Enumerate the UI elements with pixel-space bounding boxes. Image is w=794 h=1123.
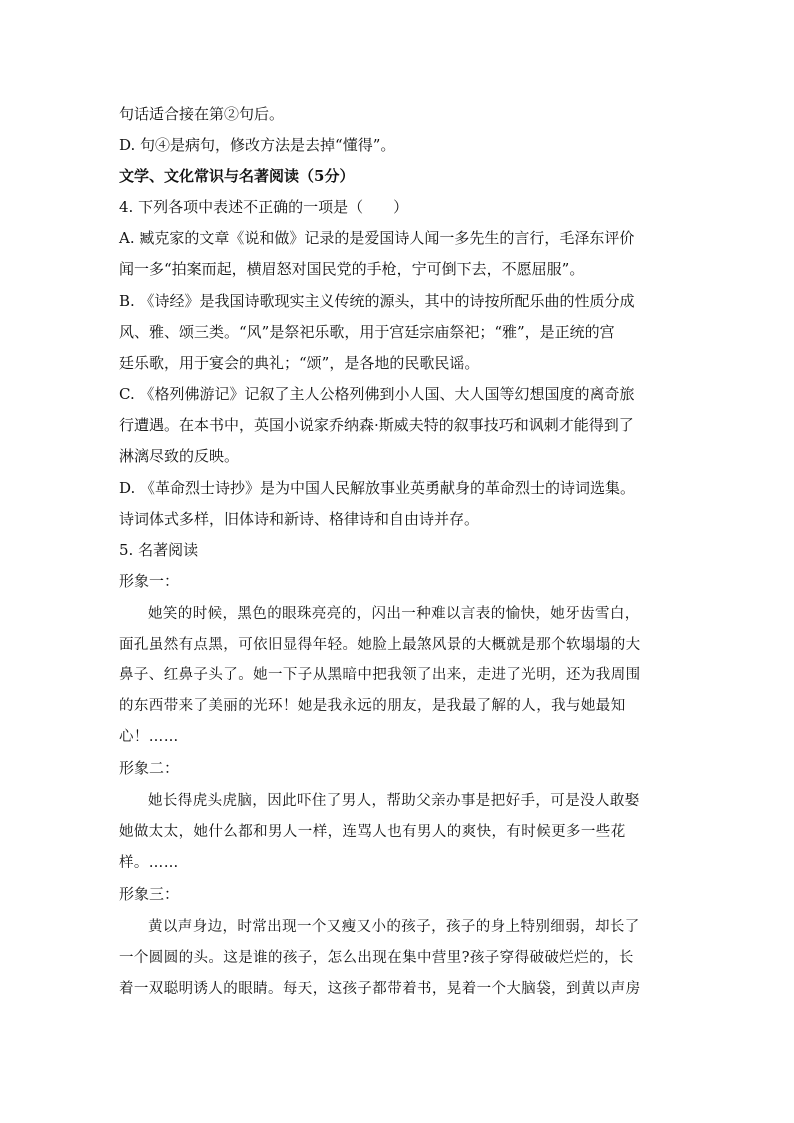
passage-2-line-2: 她做太太，她什么都和男人一样，连骂人也有男人的爽快，有时候更多一些花 [119,824,626,840]
image-two-label: 形象二： [119,759,180,777]
option-c-line-1: C. 《格列佛游记》记叙了主人公格列佛到小人国、大人国等幻想国度的离奇旅 [119,385,635,403]
text-line-continuation: 句话适合接在第②句后。 [119,105,285,123]
option-d-line-1: D. 《革命烈士诗抄》是为中国人民解放事业英勇献身的革命烈士的诗词选集。 [119,479,636,497]
passage-1-line-3: 鼻子、红鼻子头了。她一下子从黑暗中把我领了出来，走进了光明，还为我周围 [119,667,641,683]
passage-2-line-3: 样。…… [119,855,179,871]
question-4: 4. 下列各项中表述不正确的一项是（ ） [119,198,409,216]
image-one-label: 形象一： [119,572,180,590]
passage-1-line-5: 心！…… [119,729,179,745]
section-heading: 文学、文化常识与名著阅读（5分） [119,167,355,185]
image-three-label: 形象三： [119,885,180,903]
option-b-line-3: 廷乐歌，用于宴会的典礼；“颂”，是各地的民歌民谣。 [119,354,480,372]
option-d-q3: D. 句④是病句，修改方法是去掉“懂得”。 [119,136,396,154]
passage-3-line-2: 一个圆圆的头。这是谁的孩子，怎么出现在集中营里?孩子穿得破破烂烂的，长 [119,950,634,966]
option-c-line-3: 淋漓尽致的反映。 [119,447,240,465]
passage-2-line-1: 她长得虎头虎脑，因此吓住了男人，帮助父亲办事是把好手，可是没人敢娶 [148,793,640,809]
passage-1-line-1: 她笑的时候，黑色的眼珠亮亮的，闪出一种难以言表的愉快，她牙齿雪白， [148,606,640,622]
question-5: 5. 名著阅读 [119,541,199,559]
passage-3-line-1: 黄以声身边，时常出现一个又瘦又小的孩子，孩子的身上特别细弱，却长了 [148,919,640,935]
passage-3-line-3: 着一双聪明诱人的眼睛。每天，这孩子都带着书，晃着一个大脑袋，到黄以声房 [119,981,641,997]
option-a-line-2: 闻一多“拍案而起，横眉怒对国民党的手枪，宁可倒下去，不愿屈服”。 [119,260,585,278]
option-a-line-1: A. 臧克家的文章《说和做》记录的是爱国诗人闻一多先生的言行，毛泽东评价 [119,229,635,247]
option-c-line-2: 行遭遇。在本书中，英国小说家乔纳森·斯威夫特的叙事技巧和讽刺才能得到了 [119,416,634,434]
option-b-line-2: 风、雅、颂三类。“风”是祭祀乐歌，用于宫廷宗庙祭祀；“雅”，是正统的宫 [119,323,615,341]
passage-1-line-4: 的东西带来了美丽的光环！她是我永远的朋友，是我最了解的人，我与她最知 [119,698,626,714]
passage-1-line-2: 面孔虽然有点黑，可依旧显得年轻。她脸上最煞风景的大概就是那个软塌塌的大 [119,637,641,653]
option-b-line-1: B. 《诗经》是我国诗歌现实主义传统的源头，其中的诗按所配乐曲的性质分成 [119,292,635,310]
option-d-line-2: 诗词体式多样，旧体诗和新诗、格律诗和自由诗并存。 [119,510,480,528]
